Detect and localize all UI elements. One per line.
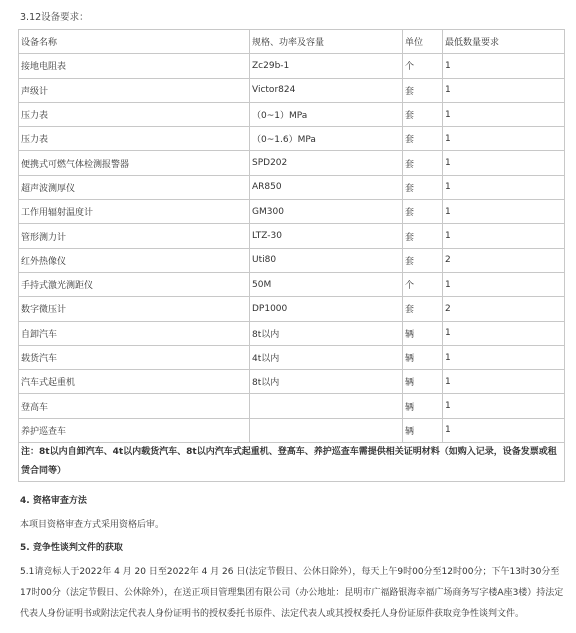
table-cell-unit: 辆: [403, 418, 443, 442]
table-cell-qty: 2: [443, 248, 565, 272]
table-cell-qty: 1: [443, 78, 565, 102]
table-row: [19, 127, 565, 151]
table-note-row: [19, 443, 565, 482]
section-title: 3.12设备要求：: [20, 12, 89, 23]
table-row: [19, 151, 565, 175]
table-cell-qty: 1: [443, 224, 565, 248]
table-cell-qty: 1: [443, 370, 565, 394]
table-cell-name: 手持式激光测距仪: [19, 272, 250, 296]
table-cell-name: 自卸汽车: [19, 321, 250, 345]
table-cell-spec: SPD202: [250, 151, 403, 175]
table-cell-spec: Uti80: [250, 248, 403, 272]
table-cell-unit: 个: [403, 54, 443, 78]
table-cell-unit: 套: [403, 78, 443, 102]
table-cell-qty: 1: [443, 321, 565, 345]
table-cell-spec: [250, 418, 403, 442]
table-note: 注：8t以内自卸汽车、4t以内载货汽车、8t以内汽车式起重机、登高车、养护巡查车需提供相关证明材料（如购入记录，设备发票或租赁合同等）: [19, 443, 565, 482]
table-cell-spec: [250, 394, 403, 418]
table-cell-name: 接地电阻表: [19, 54, 250, 78]
table-cell-qty: 1: [443, 175, 565, 199]
table-cell-spec: （0~1）MPa: [250, 102, 403, 126]
table-cell-unit: 辆: [403, 345, 443, 369]
table-cell-unit: 套: [403, 127, 443, 151]
table-cell-spec: Victor824: [250, 78, 403, 102]
table-row: [19, 418, 565, 442]
table-cell-name: 便携式可燃气体检测报警器: [19, 151, 250, 175]
equipment-table: [18, 29, 565, 482]
header-cell-spec: 规格、功率及容量: [250, 30, 403, 54]
table-cell-unit: 套: [403, 297, 443, 321]
table-row: [19, 248, 565, 272]
table-row: [19, 200, 565, 224]
table-cell-name: 工作用辐射温度计: [19, 200, 250, 224]
table-cell-name: 汽车式起重机: [19, 370, 250, 394]
table-cell-unit: 个: [403, 272, 443, 296]
table-cell-qty: 1: [443, 127, 565, 151]
section5-text: 5.1请竞标人于2022年 4 月 20 日至2022年 4 月 26 日(法定节假日、公休日除外），每天上午9时00分至12时00分；下午13时30分至17时00分（法定节假日、公休除外），在送正项目管理集团有限公司（办公地址：昆明市广福路银海幸福广场商务写字楼A座3楼）持法定代表人身份证明书或附法定代表人身份证明书的授权委托书原件、法定代表人或其授权委托人身份证原件获取竞争性谈判文件。: [20, 567, 564, 619]
table-cell-unit: 套: [403, 151, 443, 175]
table-cell-name: 红外热像仪: [19, 248, 250, 272]
table-cell-spec: LTZ-30: [250, 224, 403, 248]
table-cell-qty: 1: [443, 54, 565, 78]
table-cell-unit: 套: [403, 200, 443, 224]
table-row: [19, 394, 565, 418]
table-cell-unit: 辆: [403, 321, 443, 345]
table-cell-spec: 50M: [250, 272, 403, 296]
header-cell-qty: 最低数量要求: [443, 30, 565, 54]
table-row: [19, 321, 565, 345]
table-row: [19, 78, 565, 102]
table-row: [19, 297, 565, 321]
table-cell-name: 压力表: [19, 127, 250, 151]
table-cell-spec: 4t以内: [250, 345, 403, 369]
table-cell-unit: 套: [403, 248, 443, 272]
table-cell-qty: 1: [443, 151, 565, 175]
table-row: [19, 224, 565, 248]
table-cell-name: 登高车: [19, 394, 250, 418]
table-row: [19, 54, 565, 78]
table-cell-spec: DP1000: [250, 297, 403, 321]
table-cell-spec: （0~1.6）MPa: [250, 127, 403, 151]
table-cell-qty: 1: [443, 102, 565, 126]
table-cell-name: 超声波测厚仪: [19, 175, 250, 199]
table-cell-spec: 8t以内: [250, 321, 403, 345]
table-cell-spec: Zc29b-1: [250, 54, 403, 78]
table-cell-name: 养护巡查车: [19, 418, 250, 442]
table-cell-qty: 1: [443, 394, 565, 418]
section4-heading: 4. 资格审查方法: [20, 496, 87, 506]
table-cell-qty: 1: [443, 200, 565, 224]
table-cell-spec: GM300: [250, 200, 403, 224]
table-cell-qty: 1: [443, 345, 565, 369]
table-cell-qty: 1: [443, 272, 565, 296]
table-row: [19, 102, 565, 126]
table-cell-name: 声级计: [19, 78, 250, 102]
table-row: [19, 370, 565, 394]
table-cell-name: 压力表: [19, 102, 250, 126]
table-cell-name: 管形测力计: [19, 224, 250, 248]
table-cell-unit: 套: [403, 175, 443, 199]
table-cell-spec: AR850: [250, 175, 403, 199]
table-cell-unit: 辆: [403, 394, 443, 418]
table-cell-name: 载货汽车: [19, 345, 250, 369]
table-cell-qty: 1: [443, 418, 565, 442]
table-cell-unit: 套: [403, 102, 443, 126]
table-row: [19, 345, 565, 369]
table-header-row: [19, 30, 565, 54]
section5-heading: 5. 竞争性谈判文件的获取: [20, 543, 123, 553]
section4-text: 本项目资格审查方式采用资格后审。: [20, 520, 165, 530]
table-cell-spec: 8t以内: [250, 370, 403, 394]
table-cell-qty: 2: [443, 297, 565, 321]
table-row: [19, 175, 565, 199]
table-cell-name: 数字微压计: [19, 297, 250, 321]
header-cell-name: 设备名称: [19, 30, 250, 54]
table-cell-unit: 套: [403, 224, 443, 248]
table-cell-unit: 辆: [403, 370, 443, 394]
header-cell-unit: 单位: [403, 30, 443, 54]
table-row: [19, 272, 565, 296]
